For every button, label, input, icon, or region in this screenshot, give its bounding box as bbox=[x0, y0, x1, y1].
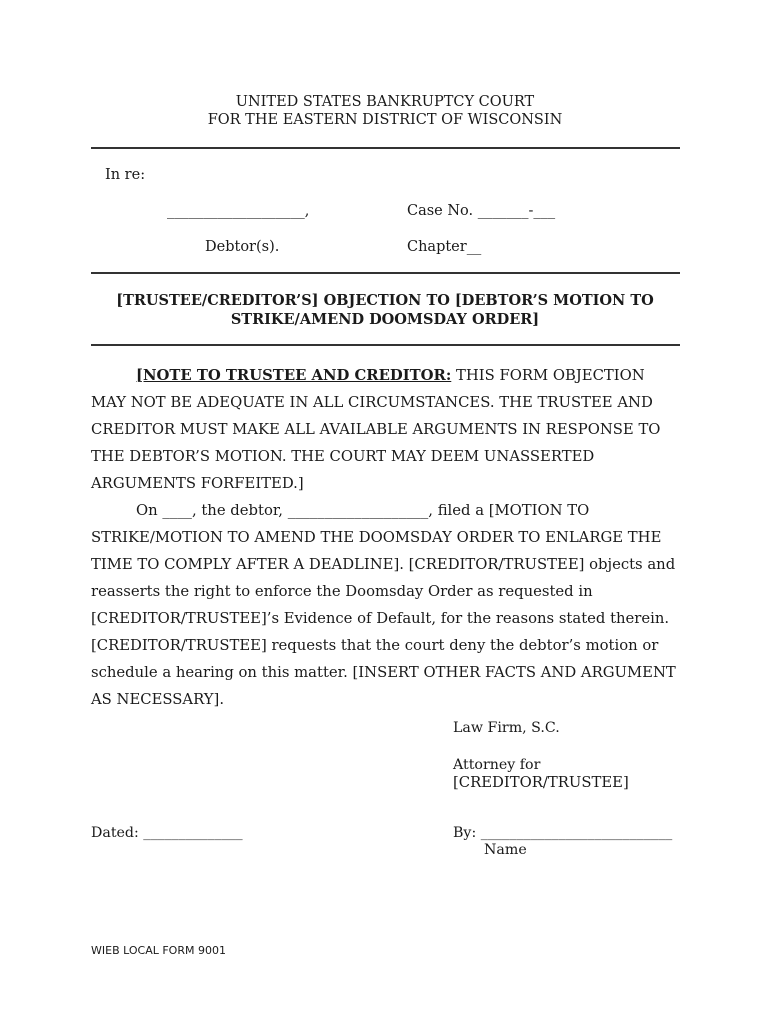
signer-name-label: Name bbox=[484, 842, 527, 858]
dated-line: Dated: ______________ bbox=[91, 825, 243, 841]
objection-paragraph: On ____, the debtor, ___________________, filed a [MOTION TO STRIKE/MOTION TO AMEND THE DOOMSDAY ORDER TO ENLARGE THE TIME TO COMPLY AFTER A DEADLINE]. [CREDITOR/TRUSTEE] objects and reasserts the right to enforce the Doomsday Order as requested in [CREDITOR/TRUSTEE]’s Evidence of Default, for the reasons stated therein. [CREDITOR/TRUSTEE] requests that the court deny the debtor’s motion or schedule a hearing on this matter. [INSERT OTHER FACTS AND ARGUMENT AS NECESSARY]. bbox=[91, 502, 676, 708]
caption-divider bbox=[91, 272, 680, 274]
case-number: Case No. _______-___ bbox=[407, 203, 556, 219]
in-re-label: In re: bbox=[105, 167, 146, 183]
header-divider bbox=[91, 147, 680, 149]
signature-line: By: ___________________________ bbox=[453, 825, 673, 841]
attorney-for-label: Attorney for bbox=[453, 757, 541, 773]
chapter-label: Chapter__ bbox=[407, 239, 482, 255]
court-name: UNITED STATES BANKRUPTCY COURT bbox=[235, 94, 535, 110]
document-body bbox=[91, 362, 681, 713]
form-number: WIEB LOCAL FORM 9001 bbox=[91, 944, 226, 957]
debtors-label: Debtor(s). bbox=[205, 239, 280, 255]
represented-party: [CREDITOR/TRUSTEE] bbox=[453, 774, 629, 791]
debtor-name-blank: ___________________, bbox=[167, 203, 310, 219]
title-divider bbox=[91, 344, 680, 346]
note-text: THIS FORM OBJECTION MAY NOT BE ADEQUATE IN ALL CIRCUMSTANCES. THE TRUSTEE AND CREDITOR MUST MAKE ALL AVAILABLE ARGUMENTS IN RESPONSE TO THE DEBTOR’S MOTION. THE COURT MAY DEEM UNASSERTED ARGUMENTS FORFEITED.] bbox=[91, 367, 661, 492]
note-paragraph bbox=[91, 362, 681, 497]
court-district: FOR THE EASTERN DISTRICT OF WISCONSIN bbox=[207, 112, 563, 128]
document-title-line1: [TRUSTEE/CREDITOR’S] OBJECTION TO [DEBTOR’S MOTION TO bbox=[116, 292, 654, 309]
note-heading: [NOTE TO TRUSTEE AND CREDITOR: bbox=[136, 367, 452, 384]
law-firm-name: Law Firm, S.C. bbox=[453, 720, 560, 736]
document-title-line2: STRIKE/AMEND DOOMSDAY ORDER] bbox=[230, 311, 540, 328]
